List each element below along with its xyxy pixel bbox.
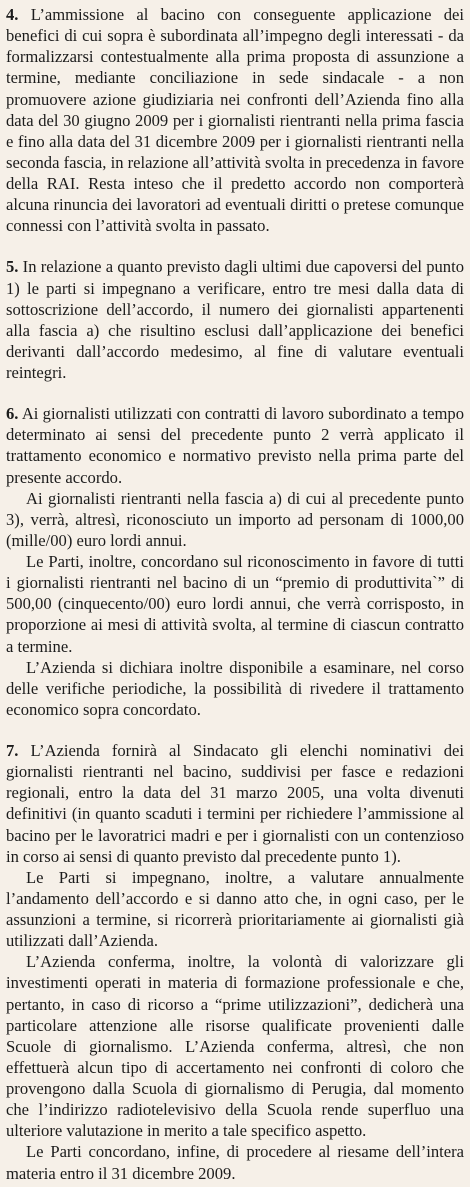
paragraph-text: L’ammissione al bacino con conseguente applicazione dei benefici di cui sopra è subordinata all’impegno degli interessati - da formalizzarsi contestualmente alla prima proposta di assunzione a termine, mediante conciliazione in sede sindacale - a non promuovere azione giudiziaria nei confronti dell’Azienda fino alla data del 30 giugno 2009 per i giornalisti rientranti nella prima fascia e fino alla data del 31 dicembre 2009 per i giornalisti rientranti nella seconda fascia, in relazione all’attività svolta in precedenza in favore della RAI. Resta inteso che il predetto accordo non comporterà alcuna rinuncia dei lavoratori ad eventuali diritti o pretese comunque connessi con l’attività svolta in passato.: [6, 5, 464, 236]
paragraph-text: L’Azienda fornirà al Sindacato gli elenchi nominativi dei giornalisti rientranti nel bacino, suddivisi per fasce e redazioni regionali, entro la data del 31 marzo 2005, una volta divenuti definitivi (in quanto scaduti i termini per richiedere l’ammissione al bacino per le lavoratrici madri e per i giornalisti con un contenzioso in corso ai sensi di quanto previsto dal precedente punto 1).: [6, 741, 464, 866]
section-6-paragraph-1: [6, 403, 464, 488]
section-7-paragraph-2: Le Parti si impegnano, inoltre, a valutare annualmente l’andamento dell’accordo e si danno atto che, in ogni caso, per le assunzioni a termine, si ricorrerà prioritariamente ai giornalisti già utilizzati dall’Azienda.: [6, 867, 464, 951]
paragraph-text: Ai giornalisti utilizzati con contratti di lavoro subordinato a tempo determinato ai sensi del precedente punto 2 verrà applicato il trattamento economico e normativo previsto nella prima parte del presente accordo.: [6, 404, 464, 487]
text-column: [6, 4, 464, 1184]
section-5-paragraph-1: [6, 256, 464, 383]
section-6-paragraph-4: L’Azienda si dichiara inoltre disponibile a esaminare, nel corso delle verifiche periodiche, la possibilità di rivedere il trattamento economico sopra concordato.: [6, 657, 464, 719]
section-7-paragraph-3: L’Azienda conferma, inoltre, la volontà di valorizzare gli investimenti operati in materia di formazione professionale e che, pertanto, in caso di ricorso a “prime utilizzazioni”, dedicherà una particolare attenzione alle risorse qualificate provenienti dalle Scuole di giornalismo. L’Azienda conferma, altresì, che non effettuerà alcun tipo di accertamento nei confronti di coloro che provengono dalla Scuola di giornalismo di Perugia, dal momento che l’indirizzo radiotelevisivo della Scuola rende superfluo una ulteriore valutazione in merito a tale specifico aspetto.: [6, 952, 464, 1141]
section-number: 6.: [6, 404, 19, 424]
section-6: [6, 403, 464, 720]
section-7: [6, 740, 464, 1184]
paragraph-text: In relazione a quanto previsto dagli ultimi due capoversi del punto 1) le parti si impegnano a verificare, entro tre mesi dalla data di sottoscrizione dell’accordo, il numero dei giornalisti appartenenti alla fascia a) che risultino esclusi dall’applicazione dei benefici derivanti dall’accordo medesimo, al fine di valutare eventuali reintegri.: [6, 257, 464, 382]
section-7-paragraph-1: [6, 740, 464, 867]
section-5: [6, 256, 464, 383]
section-number: 7.: [6, 741, 19, 760]
section-4: [6, 4, 464, 236]
section-number: 5.: [6, 257, 19, 277]
section-7-paragraph-4: Le Parti concordano, infine, di procedere al riesame dell’intera materia entro il 31 dicembre 2009.: [6, 1142, 464, 1183]
section-6-paragraph-3: Le Parti, inoltre, concordano sul riconoscimento in favore di tutti i giornalisti rientranti nel bacino di un “premio di produttivita`” di 500,00 (cinquecento/00) euro lordi annui, che verrà corrisposto, in proporzione ai mesi di attività svolta, al termine di ciascun contratto a termine.: [6, 552, 464, 656]
section-4-paragraph-1: [6, 4, 464, 236]
section-6-paragraph-2: Ai giornalisti rientranti nella fascia a) di cui al precedente punto 3), verrà, altresì, riconosciuto un importo ad personam di 1000,00 (mille/00) euro lordi annui.: [6, 488, 464, 550]
section-number: 4.: [6, 5, 19, 24]
